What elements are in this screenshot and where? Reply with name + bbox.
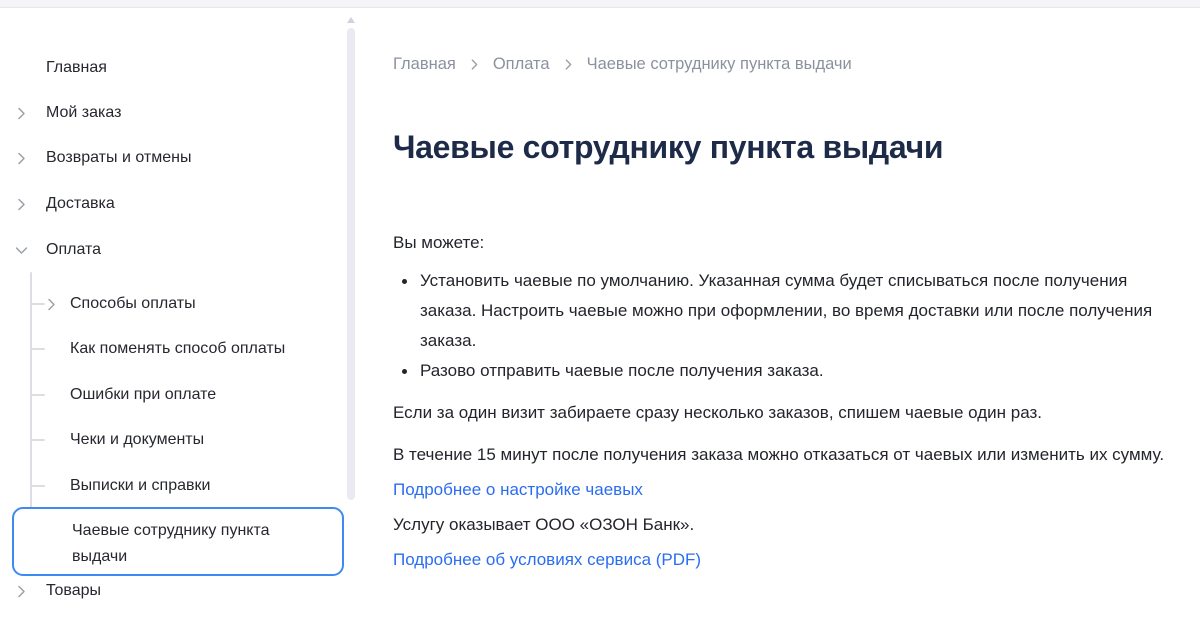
sidebar-item-dostavka[interactable]: [0, 191, 344, 217]
chevron-right-icon: [14, 151, 29, 166]
sidebar-item-label: Ошибки при оплате: [70, 386, 217, 403]
sidebar-item-label: Товары: [46, 582, 102, 599]
sidebar-item-moy-zakaz[interactable]: [0, 100, 344, 126]
scroll-up-arrow-icon[interactable]: [347, 17, 355, 23]
sidebar-item-label: Мой заказ: [46, 104, 122, 121]
sidebar-item-pomenyat-sposob[interactable]: [0, 336, 344, 362]
breadcrumb-current: Чаевые сотруднику пункта выдачи: [586, 55, 852, 73]
list-item: Установить чаевые по умолчанию. Указанная сумма будет списываться после получения заказа. Настроить чаевые можно при оформлении, во время доставки или после получения заказа.: [393, 266, 1173, 356]
sidebar-item-tovary[interactable]: [0, 578, 344, 604]
options-list: [393, 266, 1173, 386]
paragraph-15-minutes: В течение 15 минут после получения заказа можно отказаться от чаевых или изменить их сумму.: [393, 445, 1165, 464]
sidebar-item-cheki[interactable]: [0, 427, 344, 453]
sidebar-item-label: Возвраты и отмены: [46, 149, 192, 166]
sidebar-item-label: Оплата: [46, 241, 102, 258]
article-main: [393, 53, 1173, 575]
chevron-down-icon: [14, 243, 29, 258]
link-service-terms-pdf[interactable]: Подробнее об условиях сервиса (PDF): [393, 550, 702, 569]
chevron-right-icon: [562, 58, 575, 71]
sidebar-item-label: Чеки и документы: [70, 431, 205, 448]
help-nav-sidebar: [0, 8, 362, 630]
sidebar-item-glavnaya[interactable]: [0, 55, 344, 81]
sidebar-item-label: Выписки и справки: [70, 477, 211, 494]
breadcrumb: [393, 53, 1173, 75]
sidebar-item-label: Главная: [46, 59, 107, 76]
breadcrumb-oplata[interactable]: Оплата: [492, 55, 550, 73]
paragraph-multi-orders: Если за один визит забираете сразу несколько заказов, спишем чаевые один раз.: [393, 403, 1043, 422]
chevron-right-icon: [44, 297, 59, 312]
page-title: Чаевые сотруднику пункта выдачи: [393, 129, 944, 165]
top-strip: [0, 0, 1200, 8]
sidebar-item-label: Доставка: [46, 195, 115, 212]
sidebar-item-label: Чаевые сотруднику пункта выдачи: [72, 522, 270, 565]
sidebar-item-label: Способы оплаты: [70, 295, 196, 312]
sidebar-item-sposoby-oplaty[interactable]: [0, 291, 344, 317]
chevron-right-icon: [14, 584, 29, 599]
sidebar-item-chaevye-selected[interactable]: [12, 507, 344, 576]
sidebar-scrollbar[interactable]: [347, 28, 355, 500]
intro-paragraph: Вы можете:: [393, 233, 485, 252]
paragraph-provider: Услугу оказывает ООО «ОЗОН Банк».: [393, 515, 695, 534]
sidebar-item-oplata[interactable]: [0, 237, 344, 263]
sidebar-item-label: Как поменять способ оплаты: [70, 340, 286, 357]
chevron-right-icon: [468, 58, 481, 71]
chevron-right-icon: [14, 106, 29, 121]
breadcrumb-home[interactable]: Главная: [393, 55, 456, 73]
sidebar-item-vozvraty[interactable]: [0, 145, 344, 171]
article-body: [393, 228, 1173, 575]
sidebar-item-vypiski[interactable]: [0, 473, 344, 499]
list-item: Разово отправить чаевые после получения заказа.: [393, 356, 1173, 386]
link-tips-settings[interactable]: Подробнее о настройке чаевых: [393, 480, 643, 499]
chevron-right-icon: [14, 197, 29, 212]
sidebar-item-oshibki[interactable]: [0, 382, 344, 408]
